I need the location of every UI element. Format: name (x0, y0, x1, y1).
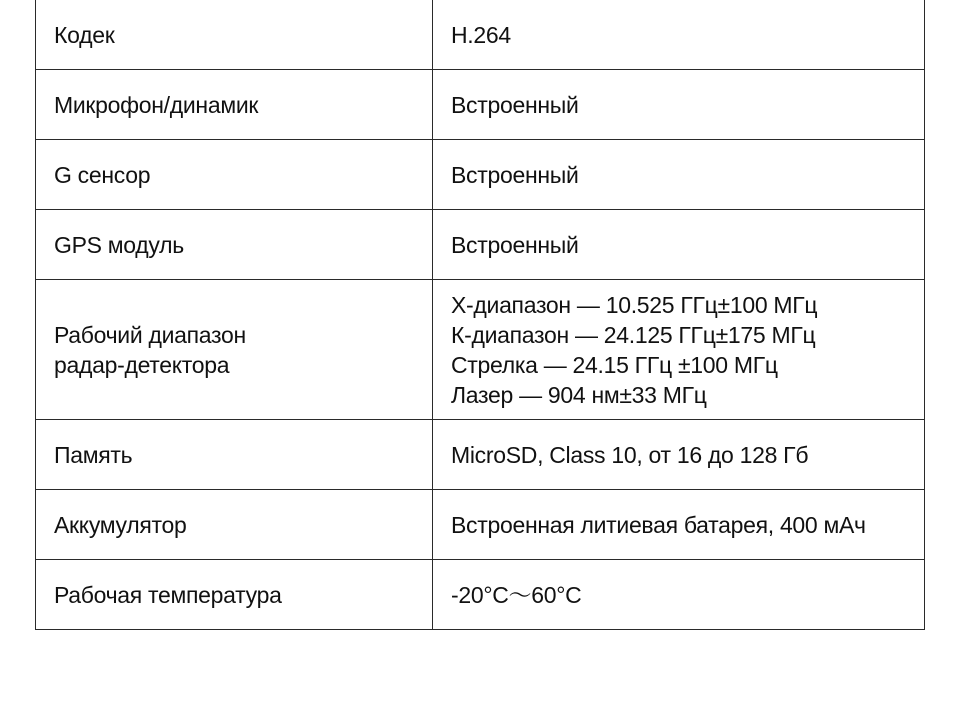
spec-label: Аккумулятор (54, 511, 187, 538)
spec-label: Кодек (54, 21, 115, 48)
spec-value: MicroSD, Class 10, от 16 до 128 Гб (451, 441, 809, 468)
spec-label-cell (36, 420, 433, 490)
spec-table (35, 0, 925, 630)
spec-label: G сенсор (54, 161, 151, 188)
spec-label-cell (36, 210, 433, 280)
spec-value: Встроенная литиевая батарея, 400 мАч (451, 511, 866, 538)
spec-value-cell (433, 420, 925, 490)
table-row (36, 210, 925, 280)
spec-label: GPS модуль (54, 231, 184, 258)
spec-value: Встроенный (451, 231, 579, 258)
spec-value-cell (433, 70, 925, 140)
table-row (36, 0, 925, 70)
spec-value-line: К-диапазон — 24.125 ГГц±175 МГц (451, 321, 816, 348)
spec-label-cell (36, 490, 433, 560)
spec-value-line: Стрелка — 24.15 ГГц ±100 МГц (451, 351, 778, 378)
spec-label-cell (36, 140, 433, 210)
spec-label-cell (36, 280, 433, 420)
spec-value: H.264 (451, 21, 511, 48)
spec-label: Рабочая температура (54, 581, 282, 608)
table-row (36, 490, 925, 560)
spec-value-line: X-диапазон — 10.525 ГГц±100 МГц (451, 291, 818, 318)
spec-value-cell (433, 490, 925, 560)
spec-value-line: Лазер — 904 нм±33 МГц (451, 381, 707, 408)
spec-label: Память (54, 441, 133, 468)
spec-value: -20°C〜60°C (451, 581, 582, 608)
spec-label-cell (36, 560, 433, 630)
spec-value-cell (433, 280, 925, 420)
spec-value-cell (433, 210, 925, 280)
spec-label-cell (36, 0, 433, 70)
spec-label-line: Рабочий диапазон (54, 321, 246, 348)
spec-value-cell (433, 140, 925, 210)
table-row (36, 280, 925, 420)
spec-value: Встроенный (451, 161, 579, 188)
spec-value-cell (433, 560, 925, 630)
spec-label-line: радар-детектора (54, 351, 230, 378)
table-row (36, 560, 925, 630)
spec-value: Встроенный (451, 91, 579, 118)
spec-label-cell (36, 70, 433, 140)
table-row (36, 420, 925, 490)
spec-value-cell (433, 0, 925, 70)
table-row (36, 70, 925, 140)
spec-label: Микрофон/динамик (54, 91, 259, 118)
table-row (36, 140, 925, 210)
